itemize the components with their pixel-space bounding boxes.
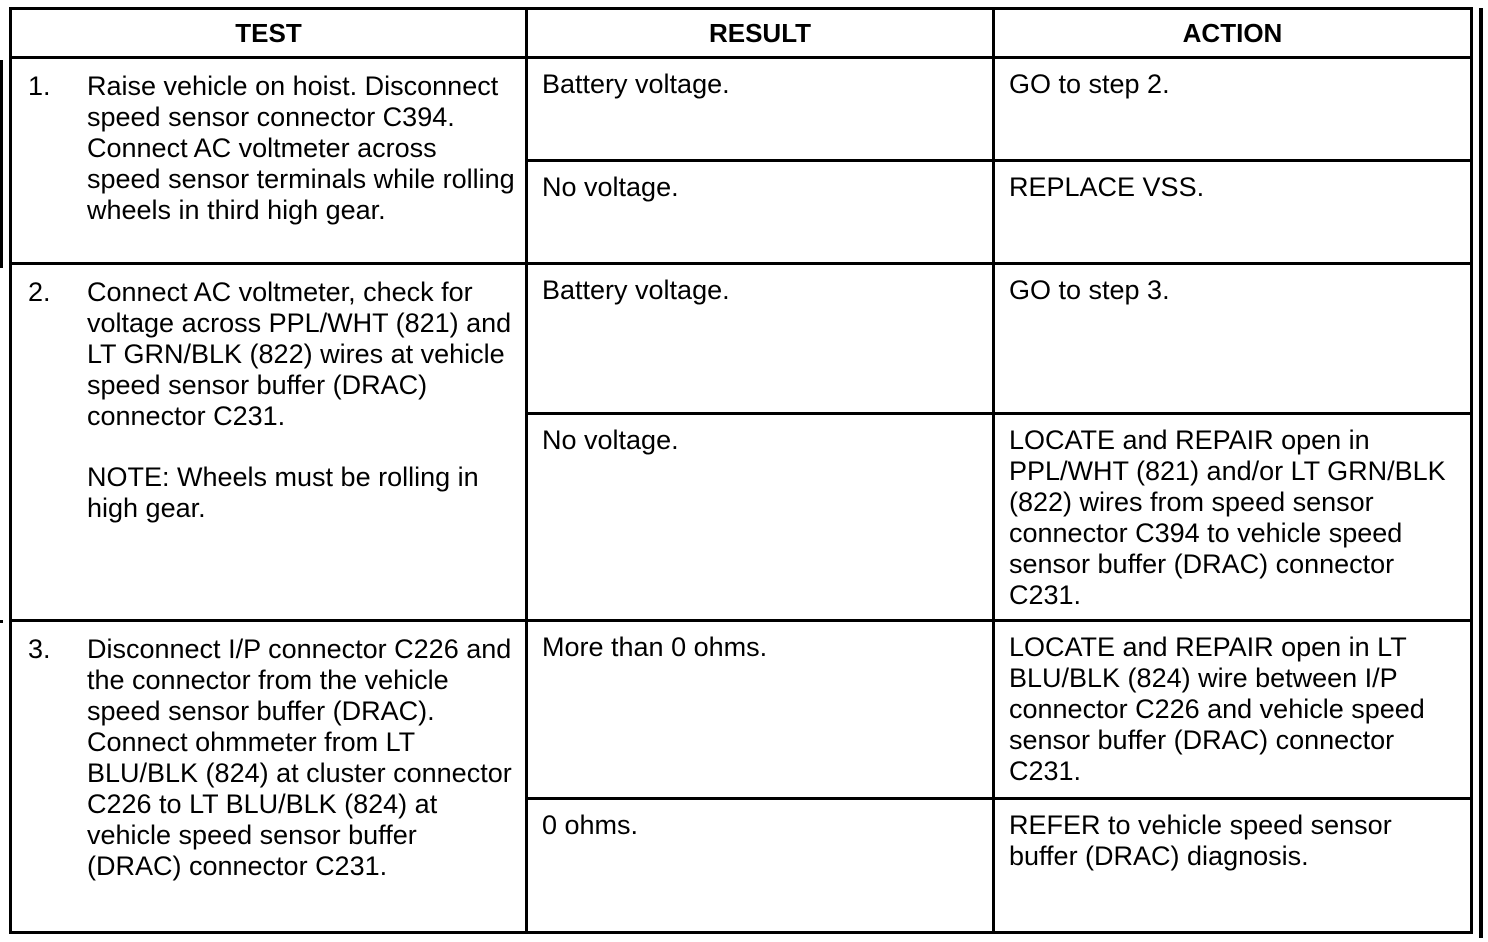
action-cell: REFER to vehicle speed sensor buffer (DRAC) diagnosis.: [994, 799, 1472, 933]
left-edge-line: [0, 60, 3, 268]
left-edge-line: [0, 620, 3, 623]
action-cell: LOCATE and REPAIR open in PPL/WHT (821) and/or LT GRN/BLK (822) wires from speed sensor connector C394 to vehicle speed sensor buffer (DRAC) connector C231.: [994, 414, 1472, 621]
result-cell: No voltage.: [527, 414, 994, 621]
result-cell: Battery voltage.: [527, 58, 994, 161]
header-action: ACTION: [994, 9, 1472, 58]
test-cell: [11, 621, 527, 933]
result-cell: Battery voltage.: [527, 264, 994, 414]
test-instructions: Raise vehicle on hoist. Disconnect speed sensor connector C394. Connect AC voltmeter across speed sensor terminals while rolling wheels in third high gear.: [87, 71, 515, 225]
right-edge-line: [1479, 8, 1483, 938]
test-note: NOTE: Wheels must be rolling in high gear.: [87, 462, 479, 523]
header-row: [11, 9, 1472, 58]
result-cell: No voltage.: [527, 161, 994, 264]
action-cell: LOCATE and REPAIR open in LT BLU/BLK (824) wire between I/P connector C226 and vehicle speed sensor buffer (DRAC) connector C231.: [994, 621, 1472, 799]
table-row: [11, 621, 1472, 799]
action-cell: REPLACE VSS.: [994, 161, 1472, 264]
test-cell: [11, 264, 527, 621]
table-row: [11, 264, 1472, 414]
action-cell: GO to step 2.: [994, 58, 1472, 161]
result-cell: More than 0 ohms.: [527, 621, 994, 799]
result-cell: 0 ohms.: [527, 799, 994, 933]
step-number: 2.: [28, 277, 51, 307]
action-cell: GO to step 3.: [994, 264, 1472, 414]
step-number: 1.: [28, 71, 51, 101]
step-number: 3.: [28, 634, 51, 664]
test-instructions: Connect AC voltmeter, check for voltage across PPL/WHT (821) and LT GRN/BLK (822) wires at vehicle speed sensor buffer (DRAC) connector C231.: [87, 277, 512, 431]
table-row: [11, 58, 1472, 161]
test-cell: [11, 58, 527, 264]
header-test: TEST: [11, 9, 527, 58]
test-instructions: Disconnect I/P connector C226 and the connector from the vehicle speed sensor buffer (DRAC). Connect ohmmeter from LT BLU/BLK (824) at cluster connector C226 to LT BLU/BLK (824) at vehicle speed sensor buffer (DRAC) connector C231.: [87, 634, 512, 881]
header-result: RESULT: [527, 9, 994, 58]
diagnostic-table: [9, 7, 1473, 934]
